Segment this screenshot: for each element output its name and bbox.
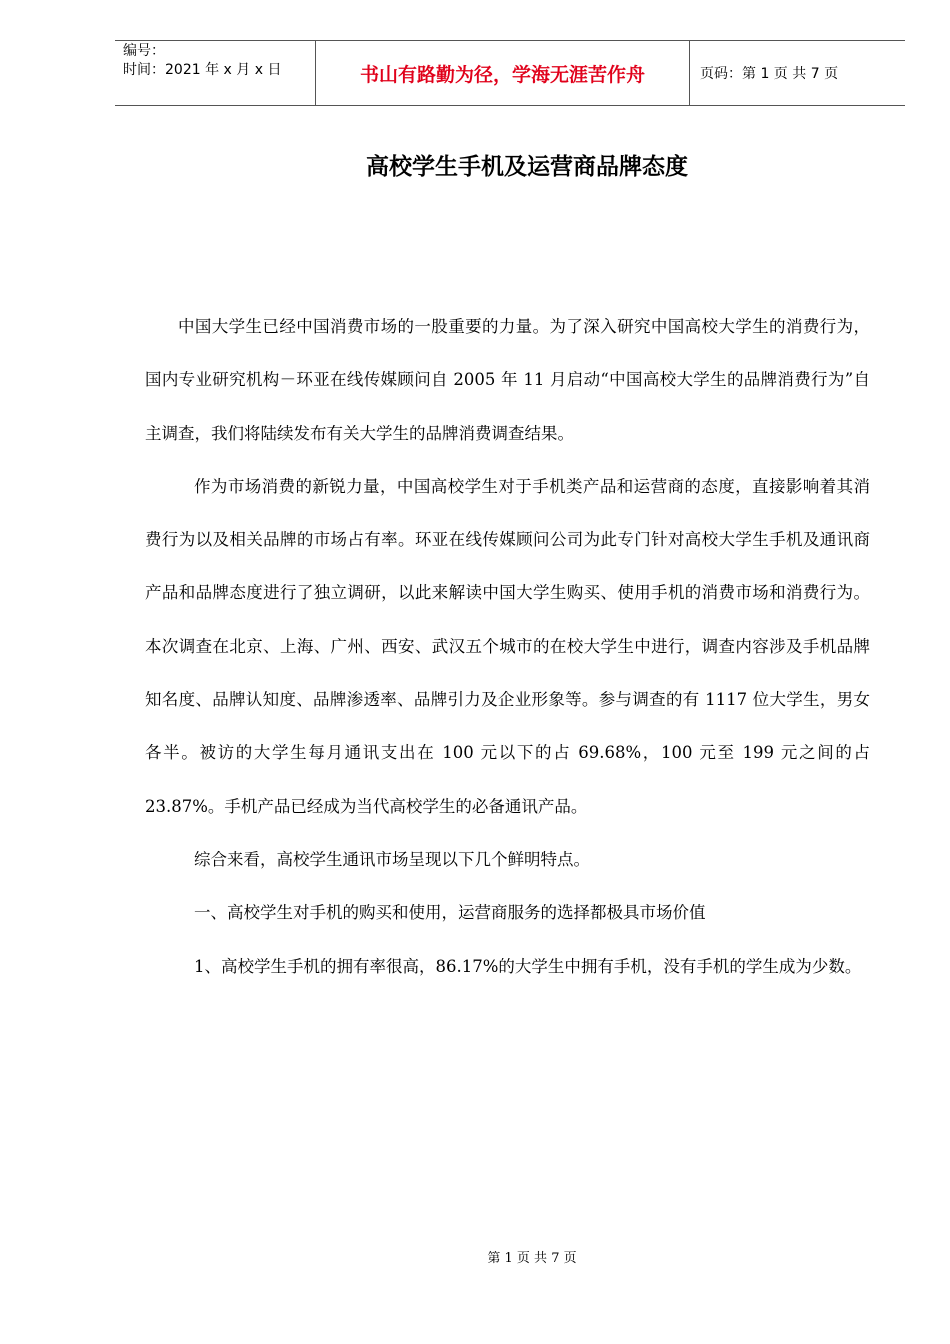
paragraph: 1、高校学生手机的拥有率很高，86.17%的大学生中拥有手机，没有手机的学生成为少数。 <box>194 956 862 976</box>
header-motto: 书山有路勤为径，学海无涯苦作舟 <box>316 41 690 105</box>
page-header <box>115 40 905 106</box>
document-title: 高校学生手机及运营商品牌态度 <box>366 154 688 180</box>
paragraph: 一、高校学生对手机的购买和使用，运营商服务的选择都极具市场价值 <box>194 903 706 923</box>
paragraph: 作为市场消费的新锐力量，中国高校学生对于手机类产品和运营商的态度，直接影响着其消费行为以及相关品牌的市场占有率。环亚在线传媒顾问公司为此专门针对高校大学生手机及通讯商产品和品牌态度进行了独立调研，以此来解读中国大学生购买、使用手机的消费市场和消费行为。本次调查在北京、上海、广州、西安、武汉五个城市的在校大学生中进行，调查内容涉及手机品牌知名度、品牌认知度、品牌渗透率、品牌引力及企业形象等。参与调查的有 1117 位大学生，男女各半。被访的大学生每月通讯支出在 100 元以下的占 69.68%，100 元至 199 元之间的占 23.87%。手机产品已经成为当代高校学生的必备通讯产品。 <box>145 476 870 816</box>
header-meta <box>115 41 316 105</box>
serial-label: 编号： <box>123 43 165 59</box>
document-body <box>145 300 870 993</box>
time-label: 时间：2021 年 x 月 x 日 <box>123 62 282 78</box>
page-footer: 第 1 页 共 7 页 <box>487 1251 577 1266</box>
header-page-info: 页码：第 1 页 共 7 页 <box>700 66 839 82</box>
paragraph: 综合来看，高校学生通讯市场呈现以下几个鲜明特点。 <box>194 849 590 869</box>
paragraph: 中国大学生已经中国消费市场的一股重要的力量。为了深入研究中国高校大学生的消费行为，国内专业研究机构－环亚在线传媒顾问自 2005 年 11 月启动“中国高校大学生的品牌消费行为”自主调查，我们将陆续发布有关大学生的品牌消费调查结果。 <box>145 317 870 443</box>
